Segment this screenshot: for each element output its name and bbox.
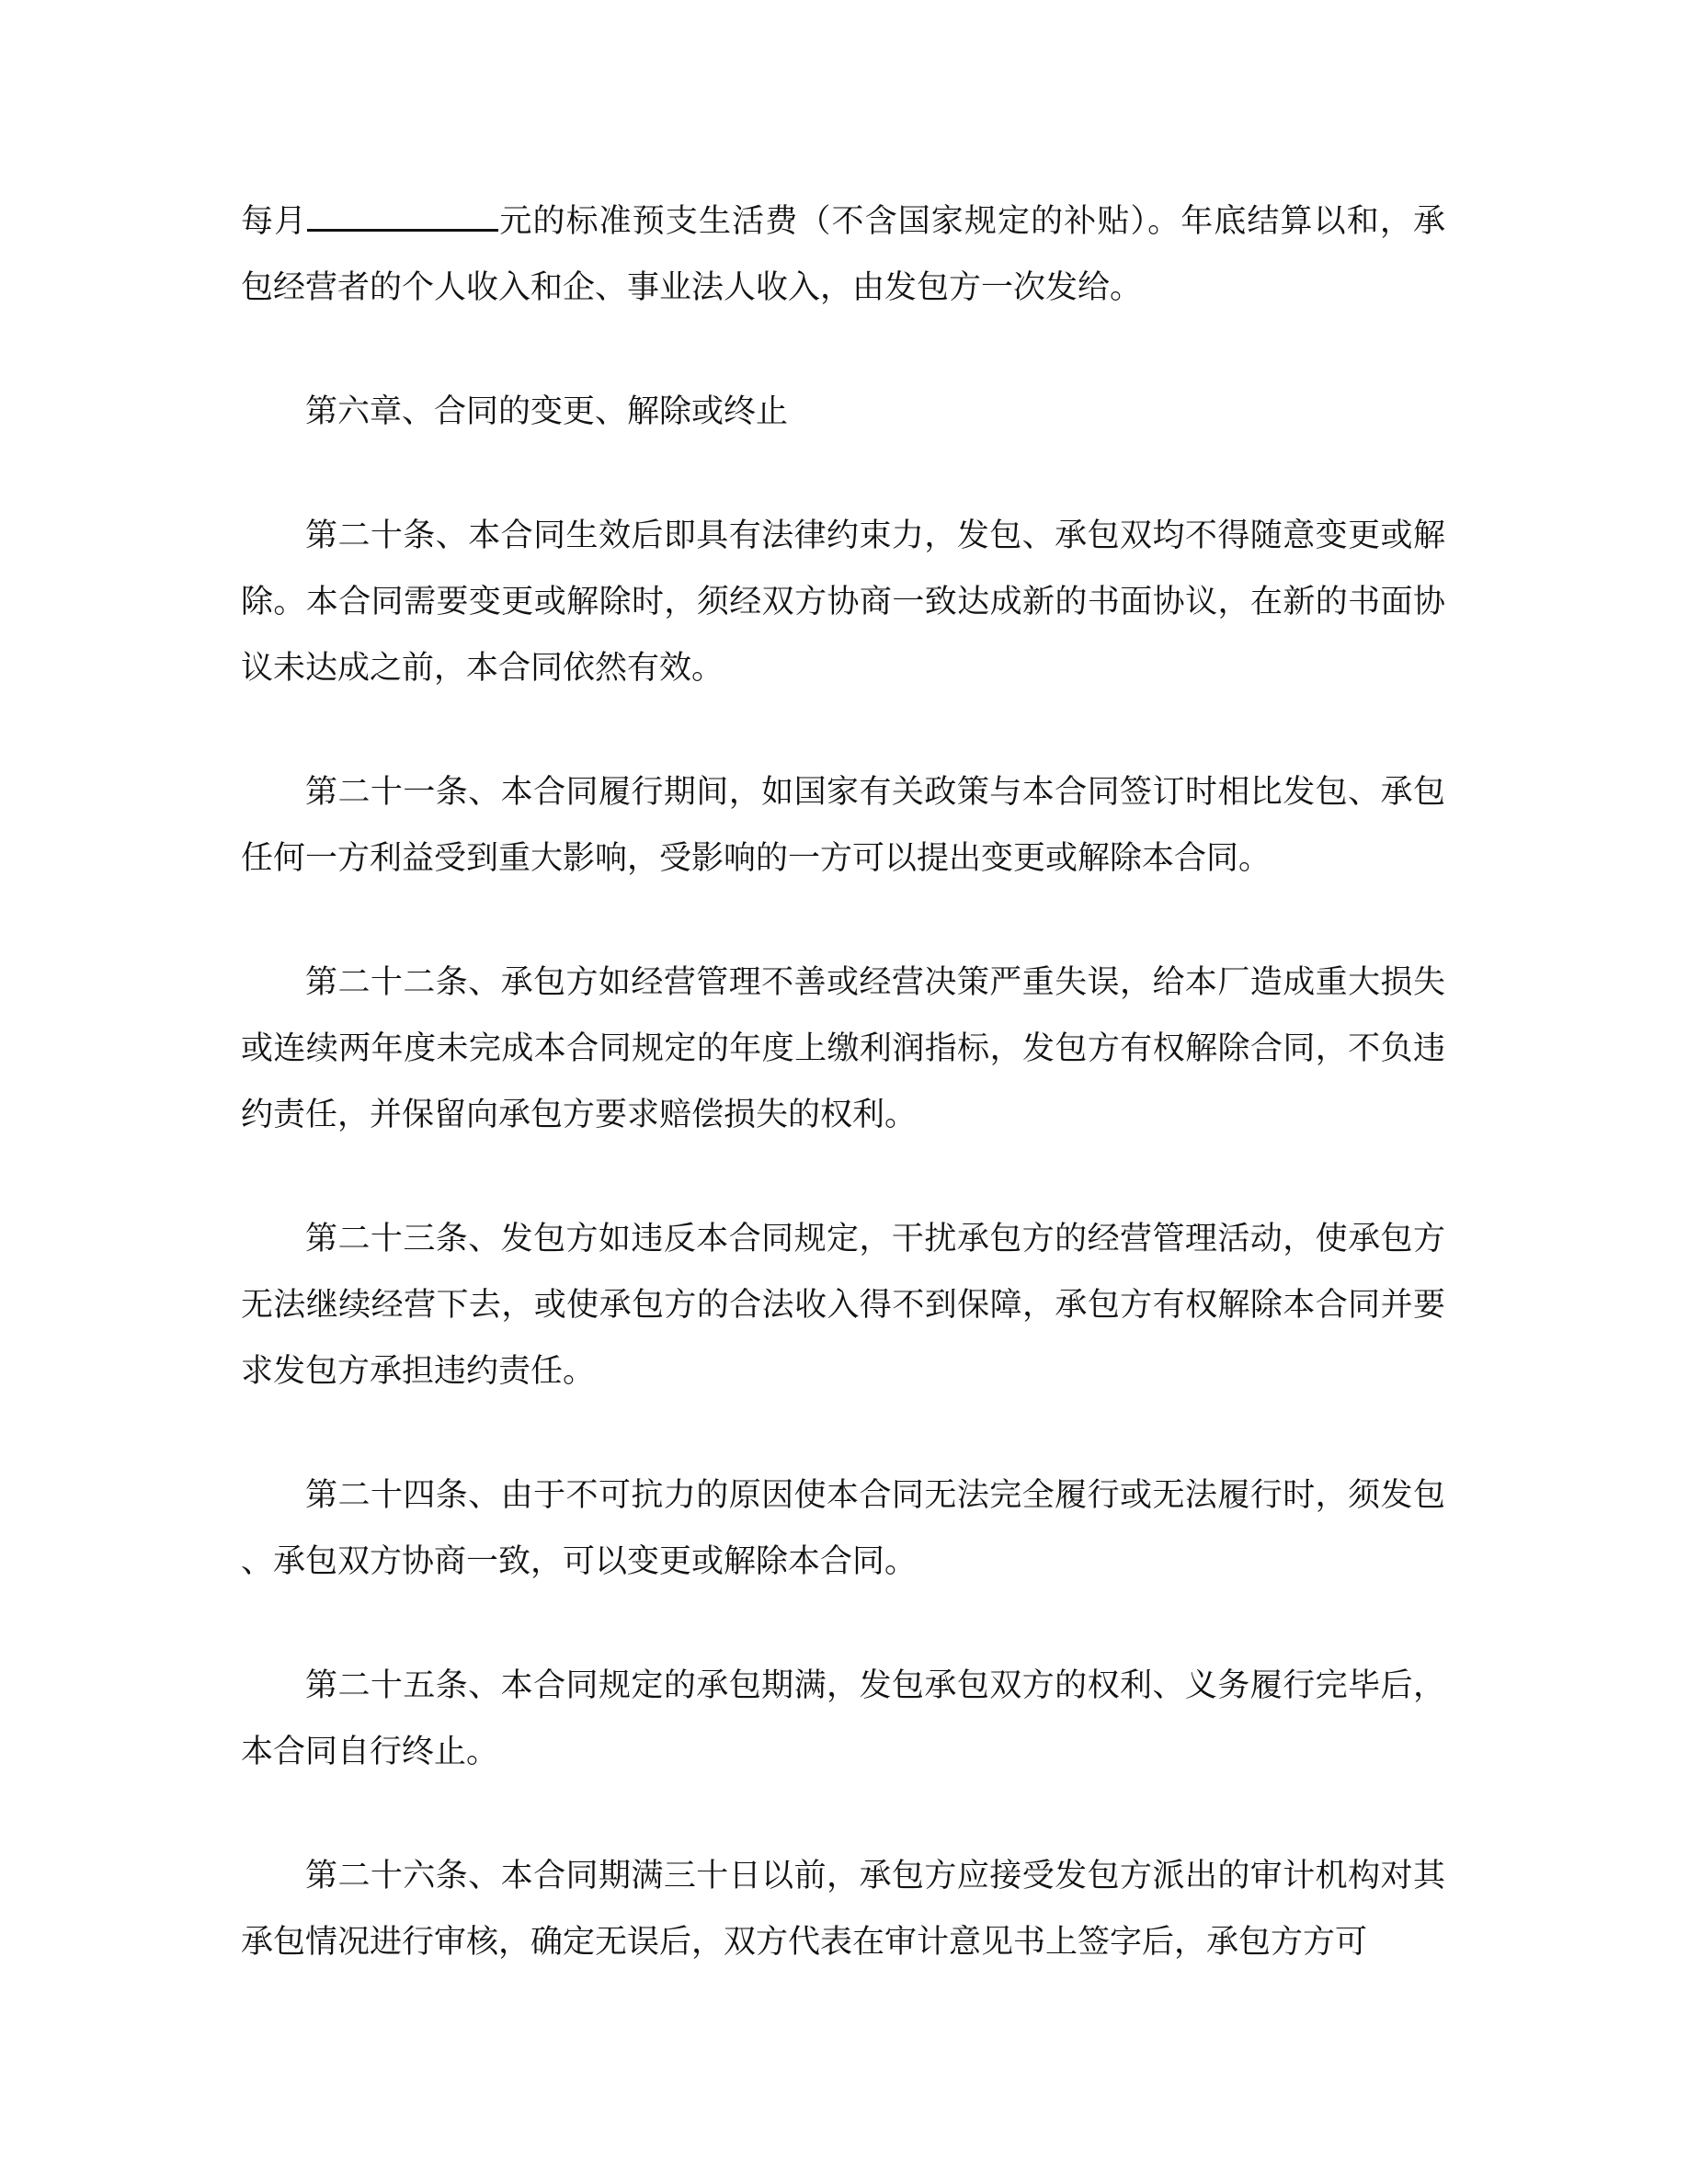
opening-prefix: 每月 [241,203,308,240]
article-20: 第二十条、本合同生效后即具有法律约束力，发包、承包双均不得随意变更或解除。本合同需要变更或解除时，须经双方协商一致达成新的书面协议，在新的书面协议未达成之前，本合同依然有效。 [241,518,1445,687]
opening-paragraph [241,188,1445,321]
document-page [241,188,1445,1975]
amount-blank-field [307,201,498,232]
article-22: 第二十二条、承包方如经营管理不善或经营决策严重失误，给本厂造成重大损失或连续两年度未完成本合同规定的年度上缴利润指标，发包方有权解除合同，不负违约责任，并保留向承包方要求赔偿损失的权利。 [241,964,1445,1133]
opening-suffix: 元的标准预支生活费（不含国家规定的补贴）。年底结算以和，承包经营者的个人收入和企、事业法人收入，由发包方一次发给。 [241,203,1445,306]
chapter-heading: 第六章、合同的变更、解除或终止 [305,393,789,430]
article-26: 第二十六条、本合同期满三十日以前，承包方应接受发包方派出的审计机构对其承包情况进行审核，确定无误后，双方代表在审计意见书上签字后，承包方方可 [241,1858,1445,1961]
article-25: 第二十五条、本合同规定的承包期满，发包承包双方的权利、义务履行完毕后，本合同自行终止。 [241,1667,1445,1770]
article-23: 第二十三条、发包方如违反本合同规定，干扰承包方的经营管理活动，使承包方无法继续经营下去，或使承包方的合法收入得不到保障，承包方有权解除本合同并要求发包方承担违约责任。 [241,1221,1445,1390]
article-21: 第二十一条、本合同履行期间，如国家有关政策与本合同签订时相比发包、承包任何一方利益受到重大影响，受影响的一方可以提出变更或解除本合同。 [241,774,1445,877]
article-24: 第二十四条、由于不可抗力的原因使本合同无法完全履行或无法履行时，须发包、承包双方协商一致，可以变更或解除本合同。 [241,1477,1445,1580]
